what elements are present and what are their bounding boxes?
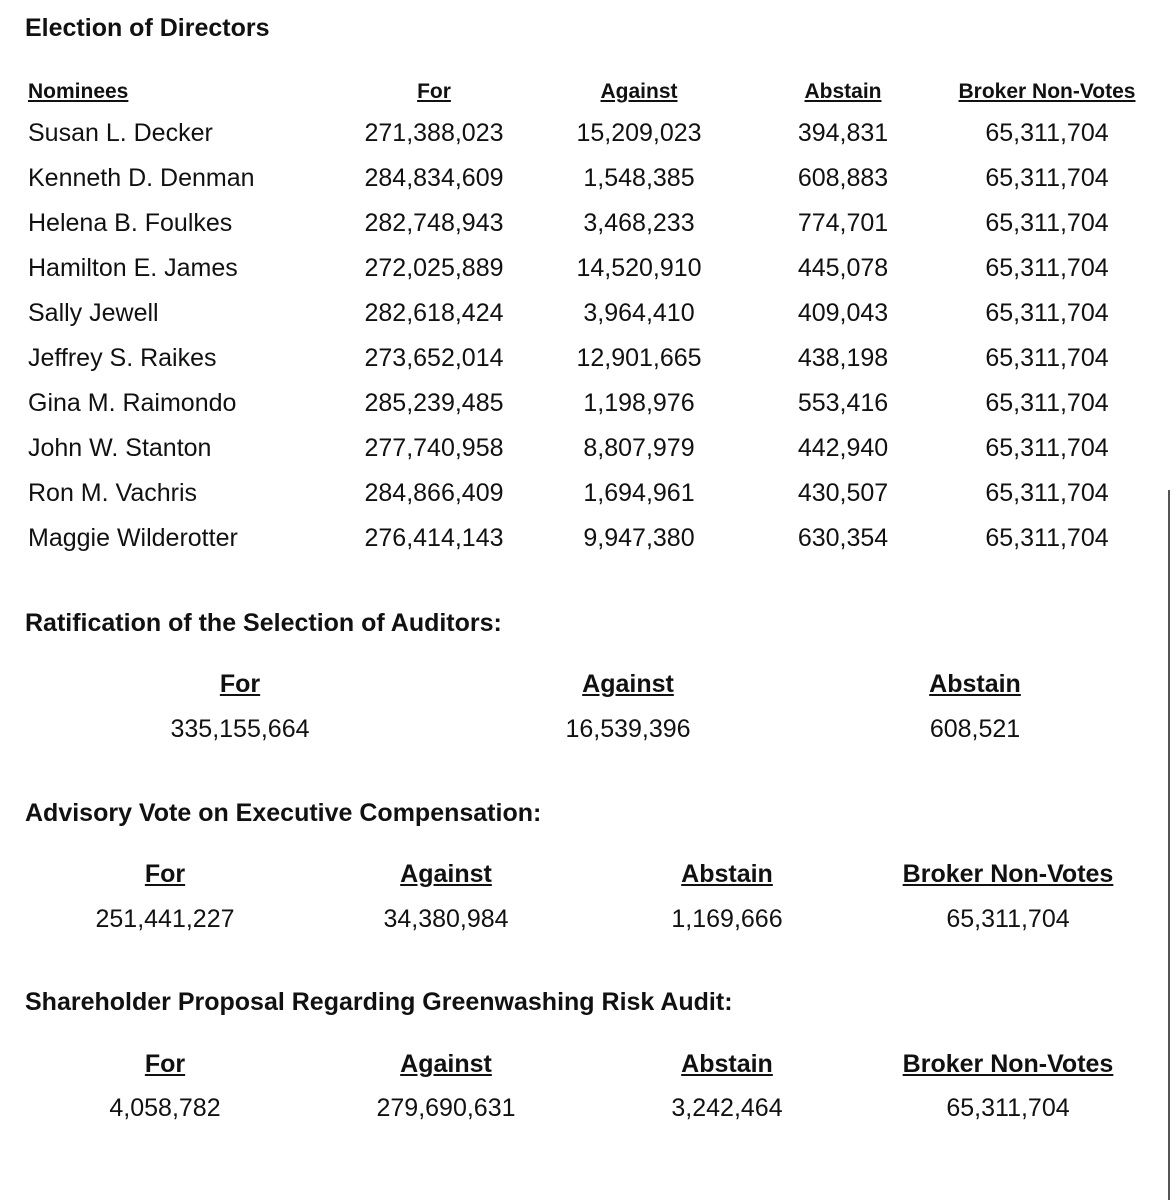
director-name: Hamilton E. James <box>28 254 238 282</box>
director-for-votes: 282,618,424 <box>364 299 504 327</box>
director-broker-votes: 65,311,704 <box>985 119 1109 147</box>
greenwashing-header-for: For <box>144 1050 186 1078</box>
director-name: Jeffrey S. Raikes <box>28 344 217 372</box>
director-row <box>0 434 1174 479</box>
auditors-header-for: For <box>219 670 261 698</box>
director-name: Sally Jewell <box>28 299 159 327</box>
director-abstain-votes: 442,940 <box>797 434 889 462</box>
director-against-votes: 8,807,979 <box>583 434 695 462</box>
director-abstain-votes: 630,354 <box>797 524 889 552</box>
auditors-header-against: Against <box>582 670 674 698</box>
director-against-votes: 14,520,910 <box>576 254 702 282</box>
advisory-header-abstain: Abstain <box>681 860 773 888</box>
director-row <box>0 254 1174 299</box>
header-broker-non-votes: Broker Non-Votes <box>958 80 1136 103</box>
director-broker-votes: 65,311,704 <box>985 479 1109 507</box>
director-against-votes: 12,901,665 <box>576 344 702 372</box>
advisory-value-for: 251,441,227 <box>95 905 235 933</box>
director-broker-votes: 65,311,704 <box>985 209 1109 237</box>
auditors-value-against: 16,539,396 <box>565 715 691 743</box>
election-title: Election of Directors <box>25 14 270 42</box>
greenwashing-value-broker-non-votes: 65,311,704 <box>946 1094 1070 1122</box>
greenwashing-header-broker-non-votes: Broker Non-Votes <box>902 1050 1114 1078</box>
director-abstain-votes: 409,043 <box>797 299 889 327</box>
director-row <box>0 164 1174 209</box>
greenwashing-title: Shareholder Proposal Regarding Greenwashing Risk Audit: <box>25 988 733 1016</box>
director-name: Maggie Wilderotter <box>28 524 238 552</box>
advisory-value-against: 34,380,984 <box>383 905 509 933</box>
director-for-votes: 284,834,609 <box>364 164 504 192</box>
advisory-value-abstain: 1,169,666 <box>671 905 783 933</box>
director-for-votes: 272,025,889 <box>364 254 504 282</box>
director-name: John W. Stanton <box>28 434 212 462</box>
director-name: Helena B. Foulkes <box>28 209 233 237</box>
header-against: Against <box>600 80 678 103</box>
director-for-votes: 277,740,958 <box>364 434 504 462</box>
director-against-votes: 3,468,233 <box>583 209 695 237</box>
director-name: Susan L. Decker <box>28 119 213 147</box>
greenwashing-value-abstain: 3,242,464 <box>671 1094 783 1122</box>
director-for-votes: 271,388,023 <box>364 119 504 147</box>
director-broker-votes: 65,311,704 <box>985 344 1109 372</box>
director-broker-votes: 65,311,704 <box>985 524 1109 552</box>
greenwashing-value-against: 279,690,631 <box>376 1094 516 1122</box>
director-row <box>0 389 1174 434</box>
director-broker-votes: 65,311,704 <box>985 389 1109 417</box>
director-against-votes: 1,694,961 <box>583 479 695 507</box>
director-for-votes: 282,748,943 <box>364 209 504 237</box>
advisory-header-broker-non-votes: Broker Non-Votes <box>902 860 1114 888</box>
director-against-votes: 1,198,976 <box>583 389 695 417</box>
director-name: Gina M. Raimondo <box>28 389 237 417</box>
director-abstain-votes: 553,416 <box>797 389 889 417</box>
auditors-title: Ratification of the Selection of Auditors: <box>25 609 502 637</box>
director-broker-votes: 65,311,704 <box>985 299 1109 327</box>
director-abstain-votes: 774,701 <box>797 209 889 237</box>
director-row <box>0 299 1174 344</box>
director-against-votes: 1,548,385 <box>583 164 695 192</box>
director-abstain-votes: 608,883 <box>797 164 889 192</box>
director-broker-votes: 65,311,704 <box>985 164 1109 192</box>
auditors-header-abstain: Abstain <box>929 670 1021 698</box>
header-nominees: Nominees <box>28 80 129 103</box>
director-against-votes: 3,964,410 <box>583 299 695 327</box>
director-row <box>0 209 1174 254</box>
director-row <box>0 479 1174 524</box>
director-abstain-votes: 445,078 <box>797 254 889 282</box>
greenwashing-header-abstain: Abstain <box>681 1050 773 1078</box>
director-against-votes: 15,209,023 <box>576 119 702 147</box>
greenwashing-value-for: 4,058,782 <box>109 1094 221 1122</box>
advisory-title: Advisory Vote on Executive Compensation: <box>25 799 542 827</box>
director-for-votes: 276,414,143 <box>364 524 504 552</box>
scrollbar[interactable] <box>1168 490 1170 1200</box>
director-name: Ron M. Vachris <box>28 479 198 507</box>
director-row <box>0 119 1174 164</box>
director-against-votes: 9,947,380 <box>583 524 695 552</box>
director-abstain-votes: 438,198 <box>797 344 889 372</box>
director-broker-votes: 65,311,704 <box>985 254 1109 282</box>
advisory-header-for: For <box>144 860 186 888</box>
director-abstain-votes: 430,507 <box>797 479 889 507</box>
director-row <box>0 344 1174 389</box>
advisory-header-against: Against <box>400 860 492 888</box>
advisory-value-broker-non-votes: 65,311,704 <box>946 905 1070 933</box>
header-for: For <box>417 80 451 103</box>
auditors-value-abstain: 608,521 <box>929 715 1021 743</box>
director-abstain-votes: 394,831 <box>797 119 889 147</box>
director-name: Kenneth D. Denman <box>28 164 255 192</box>
greenwashing-header-against: Against <box>400 1050 492 1078</box>
header-abstain: Abstain <box>804 80 882 103</box>
director-broker-votes: 65,311,704 <box>985 434 1109 462</box>
director-row <box>0 524 1174 569</box>
director-for-votes: 285,239,485 <box>364 389 504 417</box>
auditors-value-for: 335,155,664 <box>170 715 310 743</box>
director-for-votes: 273,652,014 <box>364 344 504 372</box>
director-for-votes: 284,866,409 <box>364 479 504 507</box>
